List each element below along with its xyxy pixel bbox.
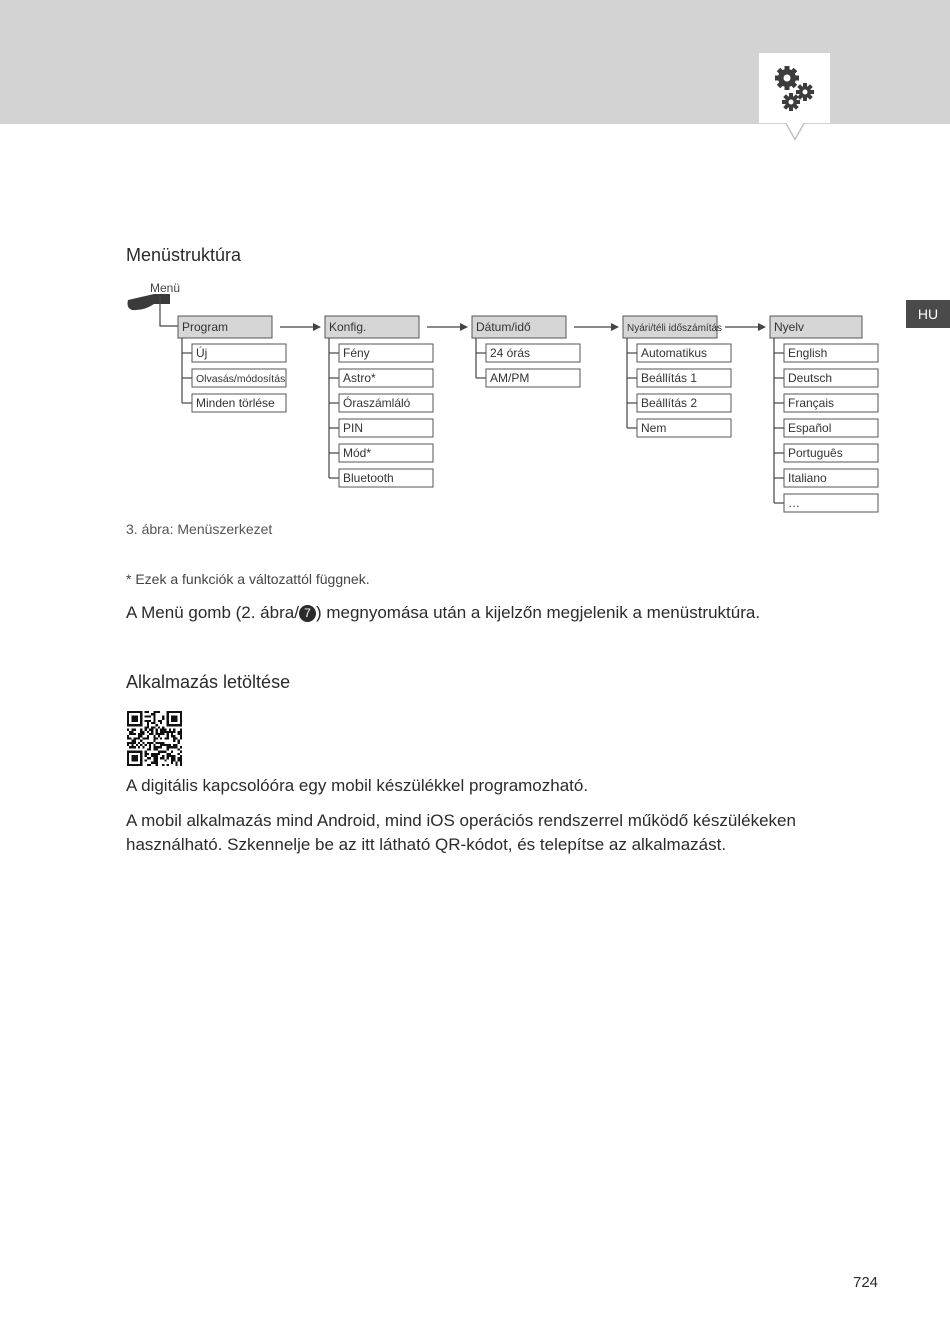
- pointing-hand-icon: [128, 294, 171, 310]
- app-text-1: A digitális kapcsolóóra egy mobil készülékkel programozható.: [126, 776, 589, 795]
- menu-item-label: …: [788, 496, 800, 510]
- menu-item-label: Astro*: [343, 371, 376, 385]
- menu-structure-diagram: [120, 278, 900, 518]
- menu-column-header: Konfig.: [329, 320, 367, 334]
- menu-label: Menü: [150, 281, 181, 295]
- menu-column-header: Nyári/téli időszámítás: [627, 323, 723, 334]
- menu-item-label: Beállítás 2: [641, 396, 698, 410]
- menu-item-label: AM/PM: [490, 371, 530, 385]
- menu-item-label: Nem: [641, 421, 667, 435]
- menu-item-label: Bluetooth: [343, 471, 394, 485]
- menu-item-label: Olvasás/módosítás: [196, 373, 286, 385]
- menu-arrow-head: [313, 323, 321, 331]
- page-number: 724: [853, 1274, 879, 1291]
- menu-column-header: Nyelv: [774, 320, 805, 334]
- menu-arrow-head: [460, 323, 468, 331]
- menu-column-header: Dátum/idő: [476, 320, 531, 334]
- gears-icon: [767, 60, 823, 116]
- menu-item-label: Új: [196, 346, 208, 360]
- menu-description-before: A Menü gomb (2. ábra/: [126, 603, 299, 622]
- menu-item-label: 24 órás: [490, 346, 531, 360]
- menu-item-label: Fény: [343, 346, 370, 360]
- menu-item-label: English: [788, 346, 828, 360]
- menu-item-label: Español: [788, 421, 832, 435]
- menu-arrow-head: [758, 323, 766, 331]
- menu-item-label: Deutsch: [788, 371, 833, 385]
- menu-item-label: Beállítás 1: [641, 371, 698, 385]
- menu-description: [126, 601, 760, 625]
- menu-item-label: Óraszámláló: [343, 396, 411, 410]
- app-text-2: A mobil alkalmazás mind Android, mind iOS operációs rendszerrel működő készülékeken használható. Szkennelje be az itt látható QR-kódot, és telepítse az alkalmazást.: [126, 811, 796, 854]
- menu-diagram-svg: [120, 278, 900, 518]
- menu-arrow-head: [611, 323, 619, 331]
- menu-item-label: PIN: [343, 421, 364, 435]
- menu-item-label: Italiano: [788, 471, 827, 485]
- menu-structure-title: Menüstruktúra: [126, 245, 242, 265]
- menu-item-label: Français: [788, 396, 835, 410]
- gear-tab-pointer: [786, 122, 804, 138]
- footnote: * Ezek a funkciók a változattól függnek.: [126, 571, 370, 587]
- menu-item-label: Mód*: [343, 446, 372, 460]
- menu-description-after: ) megnyomása után a kijelzőn megjelenik a menüstruktúra.: [315, 603, 761, 622]
- qr-code-icon: [127, 711, 182, 766]
- menu-item-label: Português: [788, 446, 843, 460]
- menu-item-label: Automatikus: [641, 346, 708, 360]
- figure-caption: 3. ábra: Menüszerkezet: [126, 521, 273, 537]
- callout-number: 7: [299, 605, 316, 622]
- language-tab: HU: [906, 300, 950, 328]
- menu-column-header: Program: [182, 320, 229, 334]
- menu-item-label: Minden törlése: [196, 396, 275, 410]
- app-download-title: Alkalmazás letöltése: [126, 672, 291, 692]
